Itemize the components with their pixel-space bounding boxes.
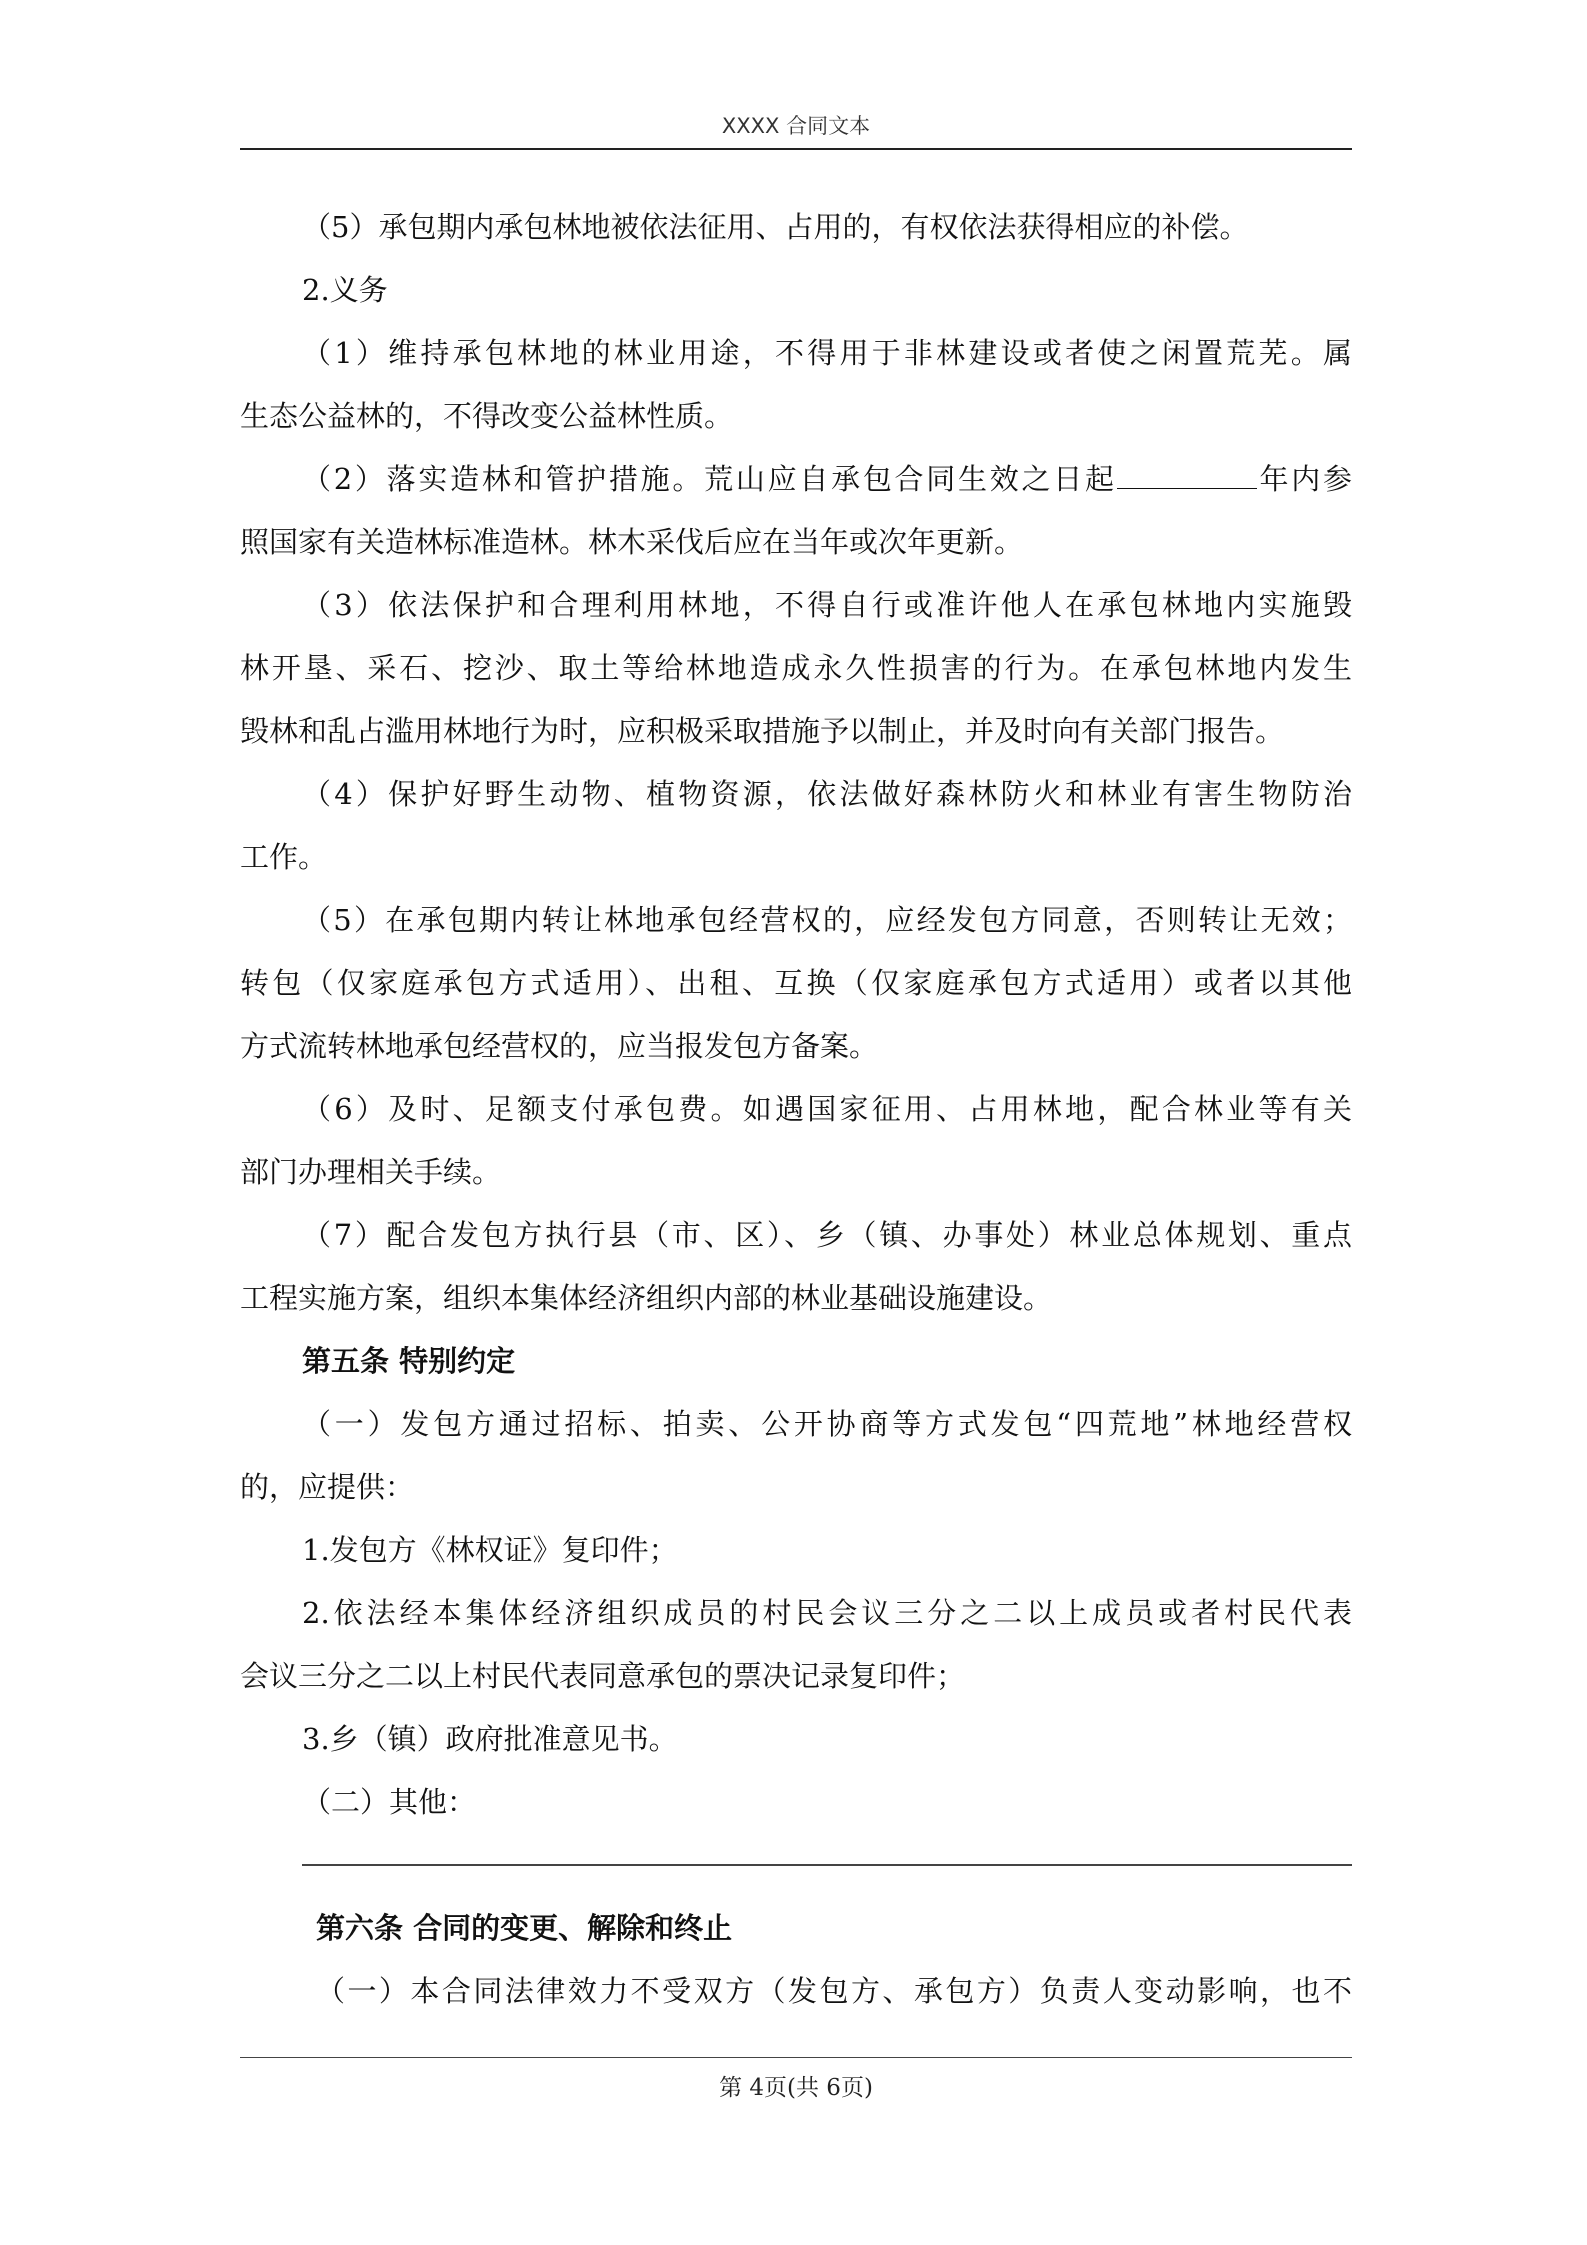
paragraph: （5）在承包期内转让林地承包经营权的，应经发包方同意，否则转让无效；: [302, 903, 1352, 937]
blank-fill-field: [1117, 487, 1257, 489]
paragraph: （4）保护好野生动物、植物资源，依法做好森林防火和林业有害生物防治: [302, 777, 1352, 811]
list-item: 会议三分之二以上村民代表同意承包的票决记录复印件；: [240, 1659, 966, 1693]
document-body: [240, 196, 1352, 2023]
paragraph: 生态公益林的，不得改变公益林性质。: [240, 399, 734, 433]
paragraph: 林开垦、采石、挖沙、取土等给林地造成永久性损害的行为。在承包林地内发生: [240, 651, 1352, 685]
list-item: 3.乡（镇）政府批准意见书。: [302, 1722, 678, 1756]
paragraph: （一）发包方通过招标、拍卖、公开协商等方式发包“四荒地”林地经营权: [302, 1407, 1352, 1441]
paragraph: （二）其他：: [302, 1785, 477, 1819]
paragraph-text: 年内参: [1256, 462, 1352, 496]
paragraph: 方式流转林地承包经营权的，应当报发包方备案。: [240, 1029, 879, 1063]
blank-fill-line-row: [240, 1834, 1352, 1897]
paragraph: 的，应提供：: [240, 1470, 415, 1504]
article-5-title: 第五条 特别约定: [302, 1344, 516, 1378]
paragraph: 工作。: [240, 840, 328, 874]
list-item: 1.发包方《林权证》复印件；: [302, 1533, 678, 1567]
paragraph-text: （2）落实造林和管护措施。荒山应自承包合同生效之日起: [302, 462, 1117, 496]
paragraph: [240, 448, 1352, 511]
list-item: 2.依法经本集体经济组织成员的村民会议三分之二以上成员或者村民代表: [302, 1596, 1352, 1630]
paragraph: 转包（仅家庭承包方式适用）、出租、互换（仅家庭承包方式适用）或者以其他: [240, 966, 1352, 1000]
blank-fill-line: [302, 1864, 1352, 1866]
page-header-title: XXXX 合同文本: [721, 114, 871, 138]
paragraph: （7）配合发包方执行县（市、区）、乡（镇、办事处）林业总体规划、重点: [302, 1218, 1352, 1252]
header-divider: [240, 148, 1352, 150]
paragraph: （3）依法保护和合理利用林地，不得自行或准许他人在承包林地内实施毁: [302, 588, 1352, 622]
paragraph: 毁林和乱占滥用林地行为时，应积极采取措施予以制止，并及时向有关部门报告。: [240, 714, 1285, 748]
section-heading: 2.义务: [302, 273, 388, 307]
paragraph: （5）承包期内承包林地被依法征用、占用的，有权依法获得相应的补偿。: [302, 210, 1249, 244]
paragraph: 部门办理相关手续。: [240, 1155, 502, 1189]
article-6-title: 第六条 合同的变更、解除和终止: [316, 1911, 733, 1945]
paragraph: 照国家有关造林标准造林。林木采伐后应在当年或次年更新。: [240, 525, 1024, 559]
paragraph: 工程实施方案，组织本集体经济组织内部的林业基础设施建设。: [240, 1281, 1053, 1315]
page-number: 第 4页(共 6页): [719, 2075, 873, 2101]
paragraph: （一）本合同法律效力不受双方（发包方、承包方）负责人变动影响，也不: [316, 1974, 1352, 2008]
footer-divider: [240, 2057, 1352, 2058]
paragraph: （6）及时、足额支付承包费。如遇国家征用、占用林地，配合林业等有关: [302, 1092, 1352, 1126]
paragraph: （1）维持承包林地的林业用途，不得用于非林建设或者使之闲置荒芜。属: [302, 336, 1352, 370]
